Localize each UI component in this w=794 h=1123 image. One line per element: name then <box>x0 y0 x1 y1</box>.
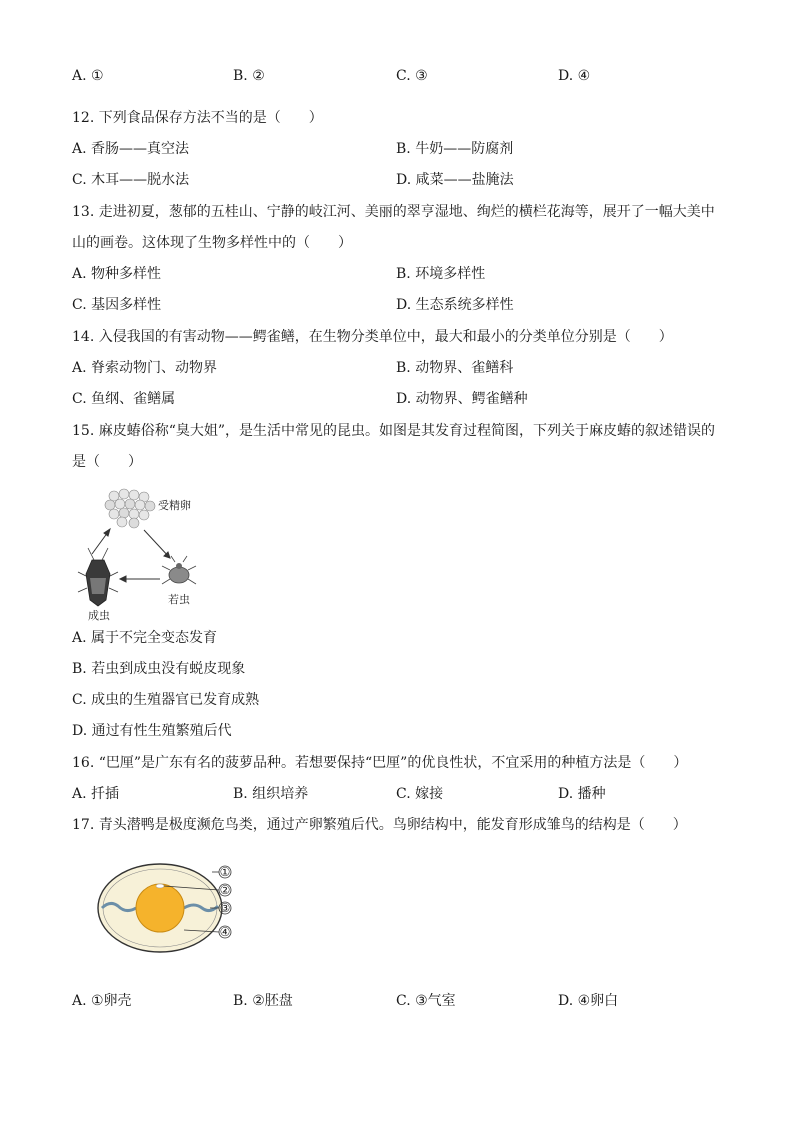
egg-part-label-3: ③ <box>219 901 231 915</box>
q17-option-c[interactable]: C. ③气室 <box>396 993 456 1009</box>
q13-stem-line2: 山的画卷。这体现了生物多样性中的（ ） <box>72 235 352 251</box>
egg-part-label-2: ② <box>219 883 231 897</box>
q14-option-a[interactable]: A. 脊索动物门、动物界 <box>72 360 218 376</box>
q16-option-a[interactable]: A. 扦插 <box>72 786 120 802</box>
egg-cluster-icon <box>105 489 155 528</box>
q15-option-a[interactable]: A. 属于不完全变态发育 <box>72 630 218 646</box>
q12-option-c[interactable]: C. 木耳——脱水法 <box>72 172 190 188</box>
q17-option-b[interactable]: B. ②胚盘 <box>233 993 293 1009</box>
q15-stem-line2: 是（ ） <box>72 454 142 470</box>
q16-option-d[interactable]: D. 播种 <box>558 786 606 802</box>
q15-option-d[interactable]: D. 通过有性生殖繁殖后代 <box>72 723 232 739</box>
q11-option-d[interactable]: D. ④ <box>558 68 591 84</box>
q14-stem: 14. 入侵我国的有害动物——鳄雀鳝，在生物分类单位中，最大和最小的分类单位分别是（ ） <box>72 329 673 345</box>
egg-label: 受精卵 <box>158 499 191 512</box>
q17-option-a[interactable]: A. ①卵壳 <box>72 993 132 1009</box>
q11-option-c[interactable]: C. ③ <box>396 68 428 84</box>
q13-stem-line1: 13. 走进初夏，葱郁的五桂山、宁静的岐江河、美丽的翠亨湿地、绚烂的横栏花海等，展开了一幅大美中 <box>72 204 715 220</box>
q11-option-b[interactable]: B. ② <box>233 68 265 84</box>
q12-option-b[interactable]: B. 牛奶——防腐剂 <box>396 141 514 157</box>
egg-diagram-icon <box>98 864 222 952</box>
egg-part-label-1: ① <box>219 865 231 879</box>
q13-option-c[interactable]: C. 基因多样性 <box>72 297 162 313</box>
q15-option-c[interactable]: C. 成虫的生殖器官已发育成熟 <box>72 692 260 708</box>
q14-option-b[interactable]: B. 动物界、雀鳝科 <box>396 360 514 376</box>
bird-egg-structure-figure <box>92 858 242 958</box>
q17-option-d[interactable]: D. ④卵白 <box>558 993 619 1009</box>
q13-option-d[interactable]: D. 生态系统多样性 <box>396 297 514 313</box>
q15-option-b[interactable]: B. 若虫到成虫没有蜕皮现象 <box>72 661 246 677</box>
q16-option-c[interactable]: C. 嫁接 <box>396 786 444 802</box>
q14-option-c[interactable]: C. 鱼纲、雀鳝属 <box>72 391 176 407</box>
adult-label: 成虫 <box>88 609 110 622</box>
nymph-icon <box>162 556 196 584</box>
q13-option-b[interactable]: B. 环境多样性 <box>396 266 486 282</box>
q12-option-d[interactable]: D. 咸菜——盐腌法 <box>396 172 514 188</box>
q15-stem-line1: 15. 麻皮蝽俗称“臭大姐”，是生活中常见的昆虫。如图是其发育过程简图，下列关于麻皮蝽的叙述错误的 <box>72 423 716 439</box>
nymph-label: 若虫 <box>168 593 190 606</box>
adult-stinkbug-icon <box>78 548 118 606</box>
q11-option-a[interactable]: A. ① <box>72 68 104 84</box>
q14-option-d[interactable]: D. 动物界、鳄雀鳝种 <box>396 391 528 407</box>
q17-stem: 17. 青头潜鸭是极度濒危鸟类，通过产卵繁殖后代。鸟卵结构中，能发育形成雏鸟的结构是（ ） <box>72 817 687 833</box>
q16-stem: 16. “巴厘”是广东有名的菠萝品种。若想要保持“巴厘”的优良性状，不宜采用的种植方法是（ ） <box>72 755 688 771</box>
q12-stem: 12. 下列食品保存方法不当的是（ ） <box>72 110 323 126</box>
stinkbug-lifecycle-figure <box>72 482 232 622</box>
q12-option-a[interactable]: A. 香肠——真空法 <box>72 141 190 157</box>
egg-part-label-4: ④ <box>219 925 231 939</box>
q16-option-b[interactable]: B. 组织培养 <box>233 786 309 802</box>
q13-option-a[interactable]: A. 物种多样性 <box>72 266 162 282</box>
